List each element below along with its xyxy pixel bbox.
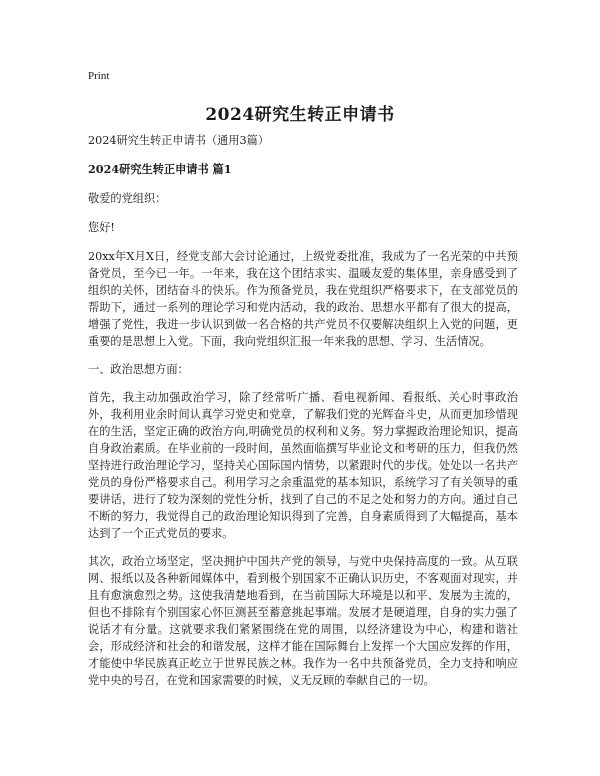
document-subtitle: 2024研究生转正申请书（通用3篇） — [88, 134, 270, 147]
paragraph-heading-politics: 一、政治思想方面： — [88, 363, 189, 376]
paragraph-intro: 20xx年X月X日，经党支部大会讨论通过，上级党委批准，我成为了一名光荣的中共预备党员，至今已一年。一年来，我在这个团结求实、温暖友爱的集体里，亲身感受到了组织的关怀，团结奋斗的快乐。作为预备党员，我在党组织严格要求下，在支部党员的帮助下，通过一系列的理论学习和党内活动，我的政治、思想水平都有了很大的提高，增强了党性，我进一步认识到做一名合格的共产党员不仅要解决组织上入党的问题，更重要的是思想上入党。下面，我向党组织汇报一年来我的思想、学习、生活情况。 — [88, 250, 518, 348]
print-link[interactable]: Print — [88, 70, 110, 82]
section-heading: 2024研究生转正申请书 篇1 — [88, 162, 232, 176]
paragraph-second: 其次，政治立场坚定，坚决拥护中国共产党的领导，与党中央保持高度的一致。从互联网、报纸以及各种新闻媒体中，看到极个别国家不正确认识历史，不客观面对现实，并且有愈演愈烈之势。这使我清楚地看到，在当前国际大环境是以和平、发展为主流的，但也不排除有个别国家心怀叵测甚至蓄意挑起事端。发展才是硬道理，自身的实力强了说话才有分量。这就要求我们紧紧围绕在党的周围，以经济建设为中心，构建和谐社会，形成经济和社会的和谐发展，这样才能在国际舞台上发挥一个大国应发挥的作用，才能使中华民族真正屹立于世界民族之林。我作为一名中共预备党员，全力支持和响应党中央的号召，在党和国家需要的时候，义无反顾的奉献自己的一切。 — [88, 555, 518, 687]
document-body — [88, 132, 518, 700]
salutation: 敬爱的党组织： — [88, 192, 167, 205]
page-title: 2024研究生转正申请书 — [205, 105, 395, 125]
greeting: 您好! — [88, 221, 115, 234]
paragraph-first: 首先，我主动加强政治学习，除了经常听广播、看电视新闻、看报纸、关心时事政治外，我利用业余时间认真学习党史和党章，了解我们党的光辉奋斗史，从而更加珍惜现在的生活，坚定正确的政治方向,明确党员的权利和义务。努力掌握政治理论知识，提高自身政治素质。在毕业前的一段时间，虽然面临撰写毕业论文和考研的压力，但我仍然坚持进行政治理论学习，坚持关心国际国内情势，以紧跟时代的步伐。处处以一名共产党员的身份严格要求自己。利用学习之余重温党的基本知识，系统学习了有关领导的重要讲话，进行了较为深刻的党性分析，找到了自己的不足之处和努力的方向。通过自己不断的努力，我觉得自己的政治理论知识得到了完善，自身素质得到了大幅提高，基本达到了一个正式党员的要求。 — [88, 391, 518, 540]
